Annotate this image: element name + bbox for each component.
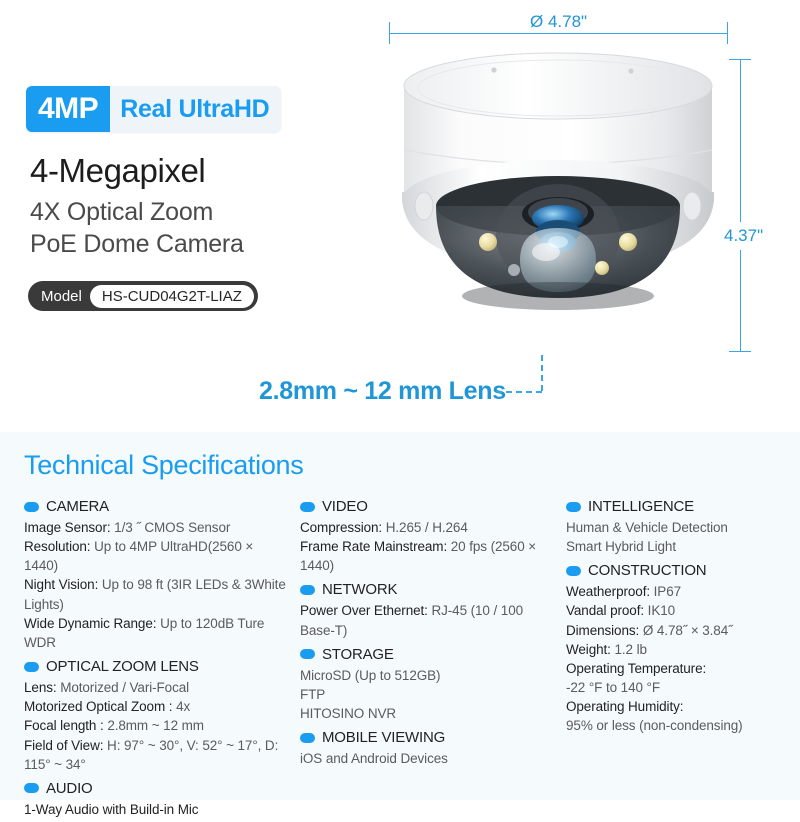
- spec-column-3: [560, 492, 800, 822]
- bullet-icon: [300, 585, 315, 595]
- product-headline: 4-Megapixel: [30, 152, 206, 189]
- bullet-icon: [300, 502, 315, 512]
- spec-row-value: IP67: [653, 584, 682, 600]
- spec-group-title: CONSTRUCTION: [588, 562, 707, 580]
- spec-row-key: Human & Vehicle Detection: [566, 520, 728, 535]
- dimension-height-line: [740, 60, 741, 352]
- dome-camera-image: [388, 46, 728, 356]
- spec-row-key: Focal length :: [24, 718, 104, 734]
- spec-group-storage: [300, 646, 560, 723]
- spec-group-mobile-viewing: [300, 729, 560, 768]
- spec-row-value: 95% or less (non-condensing): [566, 718, 743, 734]
- bullet-icon: [24, 783, 39, 793]
- spec-row: [300, 685, 560, 704]
- spec-group-audio: [24, 780, 290, 819]
- spec-row-value: Up to 120dB Ture WDR: [24, 615, 265, 650]
- spec-row-value: 4x: [176, 699, 191, 715]
- spec-row-key: HITOSINO NVR: [300, 706, 397, 722]
- spec-group-title: NETWORK: [322, 581, 398, 599]
- spec-row-key: Night Vision:: [24, 577, 99, 593]
- spec-row-value: Up to 98 ft (3IR LEDs & 3White Lights): [24, 577, 286, 612]
- spec-row: [300, 749, 560, 768]
- spec-group-header: [24, 780, 290, 797]
- spec-row-key: Weatherproof:: [566, 584, 650, 600]
- spec-row: [24, 575, 290, 613]
- spec-row: [24, 678, 290, 697]
- spec-group-network: [300, 581, 560, 639]
- dimension-height-cap-top: [729, 59, 751, 60]
- spec-row-key: MicroSD (Up to 512GB): [300, 667, 441, 683]
- spec-group-construction: [566, 562, 800, 735]
- spec-group-title: CAMERA: [46, 498, 109, 515]
- spec-row-key: Image Sensor:: [24, 520, 111, 535]
- spec-row: [566, 621, 800, 640]
- spec-row: [300, 704, 560, 723]
- spec-row: [24, 518, 290, 537]
- spec-row-value: Up to 4MP UltraHD(2560 × 1440): [24, 539, 254, 574]
- spec-row-value: H: 97° ~ 30°, V: 52° ~ 17°, D: 115° ~ 34°: [24, 737, 279, 772]
- spec-row: [566, 601, 800, 620]
- spec-row-key: Smart Hybrid Light: [566, 539, 676, 555]
- model-label: Model: [41, 287, 82, 305]
- spec-title: Technical Specifications: [24, 450, 304, 480]
- spec-column-1: [0, 492, 290, 822]
- spec-group-intelligence: [566, 498, 800, 556]
- model-pill: [28, 281, 258, 311]
- spec-group-title: VIDEO: [322, 498, 368, 515]
- spec-row-key: Operating Temperature:: [566, 660, 707, 676]
- dimension-height-cap-bottom: [729, 351, 751, 352]
- spec-row: [300, 518, 560, 537]
- spec-group-header: [566, 498, 800, 515]
- spec-row-key: Wide Dynamic Range:: [24, 615, 157, 631]
- spec-group-camera: [24, 498, 290, 652]
- spec-row: [566, 518, 800, 537]
- lens-leader-line-vertical: [541, 355, 543, 391]
- dimension-width-cap-right: [727, 22, 728, 44]
- spec-columns: [0, 492, 800, 822]
- spec-row: [566, 582, 800, 601]
- lens-caption: 2.8mm ~ 12 mm Lens: [259, 377, 506, 405]
- spec-row: [566, 659, 800, 678]
- spec-row-value: 1.2 lb: [614, 641, 647, 657]
- spec-row: [300, 601, 560, 639]
- spec-row: [566, 640, 800, 659]
- spec-row-value: IK10: [647, 603, 676, 619]
- spec-group-title: OPTICAL ZOOM LENS: [46, 658, 199, 676]
- spec-row-key: Power Over Ethernet:: [300, 603, 428, 619]
- spec-row-value: 2.8mm ~ 12 mm: [107, 718, 204, 734]
- spec-row-value: H.265 / H.264: [385, 520, 468, 535]
- spec-row-value: 1/3 ˝ CMOS Sensor: [114, 520, 231, 535]
- spec-group-header: [300, 646, 560, 663]
- spec-row: [24, 716, 290, 735]
- spec-row: [24, 697, 290, 716]
- spec-row: [24, 614, 290, 652]
- spec-row-value: Motorized / Vari-Focal: [60, 680, 190, 696]
- bullet-icon: [566, 566, 581, 576]
- spec-row-key: iOS and Android Devices: [300, 751, 448, 767]
- spec-row: [566, 697, 800, 716]
- spec-group-header: [24, 658, 290, 675]
- spec-row: [566, 678, 800, 697]
- spec-row: [24, 736, 290, 774]
- spec-group-header: [566, 562, 800, 579]
- spec-row-value: -22 °F to 140 °F: [566, 680, 660, 696]
- spec-group-title: AUDIO: [46, 779, 93, 797]
- technical-specifications-section: [0, 432, 800, 817]
- badge-resolution-label: 4MP: [26, 86, 110, 132]
- bullet-icon: [24, 502, 39, 512]
- spec-row-key: Vandal proof:: [566, 603, 645, 619]
- spec-group-title: INTELLIGENCE: [588, 498, 694, 515]
- spec-row-key: Field of View:: [24, 737, 104, 753]
- spec-row: [24, 537, 290, 575]
- product-subline-zoom: 4X Optical Zoom: [30, 198, 214, 226]
- model-number: HS-CUD04G2T-LIAZ: [90, 285, 254, 308]
- lens-leader-line-horizontal: [496, 391, 542, 393]
- bullet-icon: [566, 502, 581, 512]
- bullet-icon: [300, 649, 315, 659]
- spec-row-key: Operating Humidity:: [566, 699, 684, 715]
- spec-group-header: [24, 498, 290, 515]
- spec-row-key: FTP: [300, 686, 326, 702]
- spec-column-2: [290, 492, 560, 822]
- spec-group-header: [300, 498, 560, 515]
- spec-row-key: Motorized Optical Zoom :: [24, 699, 173, 715]
- spec-row-key: Lens:: [24, 680, 57, 696]
- spec-row: [300, 666, 560, 685]
- spec-group-title: STORAGE: [322, 645, 394, 663]
- dimension-width-cap-left: [389, 22, 390, 44]
- spec-row-key: Compression:: [300, 520, 383, 535]
- spec-row-key: Dimensions:: [566, 622, 640, 638]
- badge-ultrahd-label: Real UltraHD: [110, 86, 281, 132]
- bullet-icon: [300, 733, 315, 743]
- product-subline-type: PoE Dome Camera: [30, 230, 244, 258]
- dimension-width-line: [390, 33, 728, 34]
- spec-group-video: [300, 498, 560, 575]
- spec-group-header: [300, 581, 560, 598]
- spec-row-key: 1-Way Audio with Build-in Mic: [24, 801, 199, 817]
- spec-row: [566, 716, 800, 735]
- bullet-icon: [24, 662, 39, 672]
- spec-row-value: Ø 4.78˝ × 3.84˝: [642, 622, 733, 638]
- spec-row-key: Resolution:: [24, 539, 91, 555]
- spec-row: [24, 800, 290, 819]
- spec-row: [300, 537, 560, 575]
- spec-row-key: Frame Rate Mainstream:: [300, 539, 448, 555]
- spec-row: [566, 537, 800, 556]
- dimension-width-label: Ø 4.78": [522, 12, 595, 32]
- dimension-height-label: 4.37": [722, 222, 765, 250]
- spec-group-title: MOBILE VIEWING: [322, 729, 446, 747]
- resolution-badge: [26, 86, 281, 132]
- spec-row-value: 20 fps (2560 × 1440): [300, 539, 537, 574]
- spec-group-optical-zoom-lens: [24, 658, 290, 774]
- spec-row-value: RJ-45 (10 / 100 Base-T): [300, 603, 524, 638]
- spec-group-header: [300, 729, 560, 746]
- spec-row-key: Weight:: [566, 641, 611, 657]
